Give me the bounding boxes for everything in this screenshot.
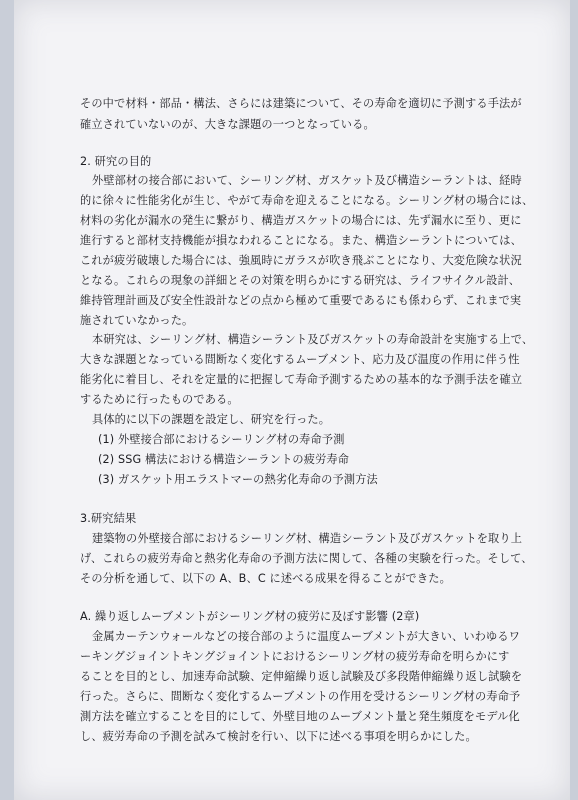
section-3-heading: 3.研究結果	[80, 512, 137, 525]
intro-line-2: 確立されていないのが、大きな課題の一つとなっている。	[80, 118, 375, 131]
section-a-para-line: 金属カーテンウォールなどの接合部のように温度ムーブメントが大きい、いわゆるワ	[92, 630, 521, 643]
section-3-para-line: げ、これらの疲労寿命と熱劣化寿命の予測方法に関して、各種の実験を行った。そして、	[80, 552, 533, 565]
section-2-para1-line: となる。これらの現象の詳細とその対策を明らかにする研究は、ライフサイクル設計、	[80, 274, 521, 287]
section-2-para1-line: 外壁部材の接合部において、シーリング材、ガスケット及び構造シーラントは、経時	[92, 174, 522, 187]
section-2-para2-line: 能劣化に着目し、それを定量的に把握して寿命予測するための基本的な予測手法を確立	[80, 373, 523, 386]
section-a-para-line: 行った。さらに、間断なく変化するムーブメントの作用を受けるシーリング材の寿命予	[80, 690, 521, 703]
section-2-heading: 2. 研究の目的	[80, 155, 152, 168]
section-3-para-line: その分析を通して、以下の A、B、C に述べる成果を得ることができた。	[80, 572, 451, 585]
research-item-2: (2) SSG 構法における構造シーラントの疲労寿命	[98, 453, 350, 466]
document-page	[14, 0, 570, 800]
section-2-para1-line: 材料の劣化が漏水の発生に繋がり、構造ガスケットの場合には、先ず漏水に至り、更に	[80, 214, 522, 227]
intro-line-1: その中で材料・部品・構法、さらには建築について、その寿命を適切に予測する手法が	[80, 97, 522, 110]
section-2-para1-line: 施されていなかった。	[80, 314, 194, 327]
section-2-para3: 具体的に以下の課題を設定し、研究を行った。	[92, 413, 331, 426]
section-2-para1-line: 進行すると部材支持機能が損なわれることになる。また、構造シーラントについては、	[80, 234, 522, 247]
section-2-para1-line: これが疲労破壊した場合には、強風時にガラスが吹き飛ぶことになり、大変危険な状況	[80, 254, 522, 267]
section-a-para-line: ーキングジョイントキングジョイントにおけるシーリング材の疲労寿命を明らかにす	[80, 650, 510, 663]
section-2-para2-line: 大きな課題となっている間断なく変化するムーブメント、応力及び温度の作用に伴う性	[80, 353, 520, 366]
research-item-1: (1) 外壁接合部におけるシーリング材の寿命予測	[98, 433, 345, 446]
section-2-para1-line: 的に徐々に性能劣化が生じ、やがて寿命を迎えることになる。シーリング材の場合には、	[80, 194, 534, 207]
section-2-para2-line: するために行ったものである。	[80, 393, 239, 406]
research-item-3: (3) ガスケット用エラストマーの熱劣化寿命の予測方法	[98, 473, 378, 486]
section-2-para2-line: 本研究は、シーリング材、構造シーラント及びガスケットの寿命設計を実施する上で、	[92, 333, 534, 346]
section-a-para-line: し、疲労寿命の予測を試みて検討を行い、以下に述べる事項を明らかにした。	[80, 730, 477, 743]
section-a-para-line: ることを目的とし、加速寿命試験、定伸縮繰り返し試験及び多段階伸縮繰り返し試験を	[80, 670, 523, 683]
section-a-heading: A. 繰り返しムーブメントがシーリング材の疲労に及ぼす影響 (2章)	[80, 610, 420, 623]
section-2-para1-line: 維持管理計画及び安全性設計などの点から極めて重要であるにも係わらず、これまで実	[80, 294, 522, 307]
section-3-para-line: 建築物の外壁接合部におけるシーリング材、構造シーラント及びガスケットを取り上	[92, 532, 523, 545]
section-a-para-line: 測方法を確立することを目的にして、外壁目地のムーブメント量と発生頻度をモデル化	[80, 710, 520, 723]
